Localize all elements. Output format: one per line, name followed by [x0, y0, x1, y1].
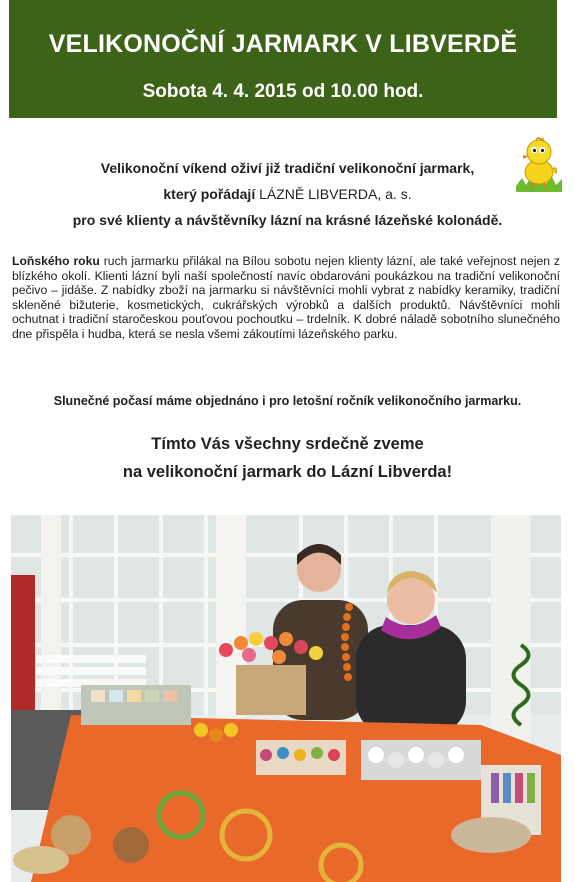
intro-line-1: Velikonoční víkend oživí již tradiční velikonoční jarmark, — [100, 160, 475, 176]
intro-line-2-text: který pořádají — [163, 186, 260, 202]
header-banner — [9, 0, 557, 118]
page-title: VELIKONOČNÍ JARMARK V LIBVERDĚ — [48, 30, 518, 58]
market-photo — [11, 515, 561, 882]
article-lead: Loňského roku — [12, 254, 100, 268]
weather-note: Slunečné počasí máme objednáno i pro letošní ročník velikonočního jarmarku. — [53, 394, 522, 408]
intro-block — [20, 155, 555, 233]
organizer-name: LÁZNĚ LIBVERDA, a. s. — [259, 186, 412, 202]
article-text: ruch jarmarku přilákal na Bílou sobotu nejen klienty lázní, ale také veřejnost nejen z blízkého okolí. Klienti lázní byli naší společností navíc obdarováni poukázkou na tradiční velikonoční pečivo – jidáše. Z nabídky zboží na jarmarku si návštěvníci mohli vybrat z nabídky keramiky, tradiční skleněné bižuterie, kosmetických, cukrářských výrobků a dalších produktů. Návštěvníci mohli ochutnat i tradiční staročeskou pouťovou pochoutku – trdelník. K dobré náladě sobotního slunečného dne přispěla i hudba, která se nesla všemi zákoutími lázeňského parku. — [12, 254, 561, 341]
intro-line-3: pro své klienty a návštěvníky lázní na krásné lázeňské kolonádě. — [72, 212, 503, 228]
article-paragraph — [12, 254, 560, 341]
event-date: Sobota 4. 4. 2015 od 10.00 hod. — [142, 81, 424, 102]
invitation-line-1: Tímto Vás všechny srdečně zveme — [151, 435, 424, 453]
invitation — [0, 430, 575, 486]
invitation-line-2: na velikonoční jarmark do Lázní Libverda! — [122, 463, 453, 481]
intro-line-2 — [20, 181, 555, 207]
